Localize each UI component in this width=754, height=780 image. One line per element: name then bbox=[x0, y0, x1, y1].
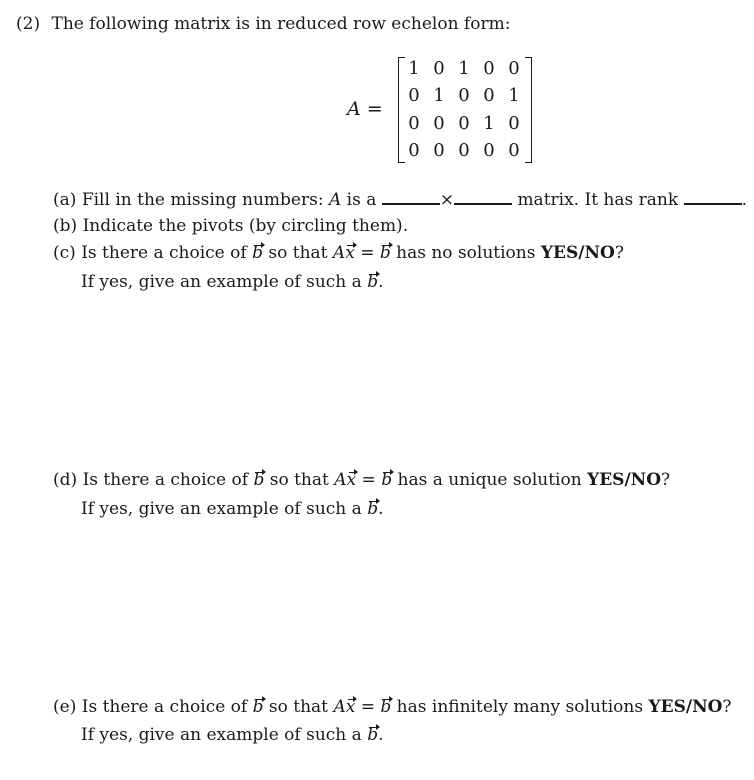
matrix-cell: 0 bbox=[508, 58, 520, 79]
vector-b: b bbox=[367, 499, 379, 519]
yes-no-choice[interactable]: YES/NO bbox=[587, 470, 662, 490]
ax-a: A bbox=[332, 243, 346, 263]
part-a-text1: Fill in the missing numbers: bbox=[81, 190, 324, 210]
rank-blank[interactable] bbox=[684, 189, 742, 205]
matrix-cell: 0 bbox=[408, 85, 420, 106]
matrix-cell: 0 bbox=[508, 140, 520, 161]
vector-b: b bbox=[379, 243, 391, 263]
vector-b: b bbox=[380, 697, 392, 717]
matrix-cell: 0 bbox=[458, 113, 470, 134]
vector-x: x bbox=[345, 243, 355, 263]
matrix-cell: 0 bbox=[433, 113, 445, 134]
matrix-bracket-left bbox=[398, 57, 405, 163]
matrix-cell: 1 bbox=[408, 58, 420, 79]
times-symbol: × bbox=[439, 190, 455, 210]
vector-b: b bbox=[252, 243, 263, 263]
part-c bbox=[53, 243, 624, 263]
part-d-label: (d) bbox=[53, 470, 78, 490]
part-d bbox=[53, 470, 670, 490]
matrix-cell: 0 bbox=[408, 113, 420, 134]
matrix-cell: 0 bbox=[408, 140, 420, 161]
matrix-cell: 0 bbox=[433, 58, 445, 79]
part-a-label: (a) bbox=[53, 190, 77, 210]
problem-number: (2) bbox=[16, 14, 41, 34]
part-d-sub-text: If yes, give an example of such a bbox=[81, 499, 362, 519]
matrix-cell: 0 bbox=[458, 140, 470, 161]
part-e-sub-text: If yes, give an example of such a bbox=[81, 725, 362, 745]
part-d-ax bbox=[334, 470, 356, 490]
part-b-text: Indicate the pivots (by circling them). bbox=[82, 216, 409, 236]
part-e-q3: has infinitely many solutions bbox=[396, 697, 644, 717]
part-d-eq: = bbox=[361, 470, 376, 490]
part-c-eq: = bbox=[360, 243, 375, 263]
part-d-q3: has a unique solution bbox=[397, 470, 582, 490]
part-d-q1: Is there a choice of bbox=[82, 470, 249, 490]
part-e-sub bbox=[81, 725, 384, 745]
part-c-qm: ? bbox=[614, 243, 624, 263]
part-a-end: . bbox=[741, 190, 747, 210]
part-d-q2: so that bbox=[269, 470, 329, 490]
matrix-cell: 0 bbox=[483, 58, 495, 79]
part-d-sub bbox=[81, 499, 384, 519]
yes-no-choice[interactable]: YES/NO bbox=[540, 243, 615, 263]
ax-a: A bbox=[333, 697, 346, 717]
yes-no-choice[interactable]: YES/NO bbox=[648, 697, 723, 717]
problem-intro: The following matrix is in reduced row echelon form: bbox=[51, 14, 511, 34]
matrix-cell: 0 bbox=[483, 85, 495, 106]
part-e bbox=[53, 697, 732, 717]
part-b-label: (b) bbox=[53, 216, 78, 236]
matrix-cell: 1 bbox=[433, 85, 445, 106]
matrix-bracket-right bbox=[525, 57, 532, 163]
matrix-cell: 0 bbox=[433, 140, 445, 161]
part-a-text2: is a bbox=[346, 190, 377, 210]
part-b bbox=[53, 216, 408, 236]
matrix bbox=[398, 57, 532, 163]
ax-a: A bbox=[334, 470, 347, 490]
matrix-cell: 1 bbox=[483, 113, 495, 134]
problem-header bbox=[16, 14, 510, 34]
part-c-ax bbox=[333, 243, 355, 263]
vector-b: b bbox=[252, 697, 264, 717]
part-c-q1: Is there a choice of bbox=[81, 243, 247, 263]
vector-b: b bbox=[367, 272, 379, 292]
vector-x: x bbox=[345, 697, 356, 717]
part-c-label: (c) bbox=[53, 243, 76, 263]
part-c-sub bbox=[81, 272, 384, 292]
rows-blank[interactable] bbox=[382, 189, 440, 205]
part-c-sub-text: If yes, give an example of such a bbox=[81, 272, 362, 292]
part-e-qm: ? bbox=[722, 697, 732, 717]
matrix-cell: 0 bbox=[458, 85, 470, 106]
part-c-sub-end: . bbox=[378, 272, 384, 292]
part-e-label: (e) bbox=[53, 697, 77, 717]
part-e-q1: Is there a choice of bbox=[81, 697, 248, 717]
vector-x: x bbox=[346, 470, 357, 490]
matrix-cell: 1 bbox=[458, 58, 470, 79]
vector-b: b bbox=[367, 725, 379, 745]
part-e-sub-end: . bbox=[378, 725, 384, 745]
part-a bbox=[53, 189, 747, 210]
part-e-eq: = bbox=[360, 697, 375, 717]
part-a-text3: matrix. It has rank bbox=[517, 190, 679, 210]
part-d-sub-end: . bbox=[378, 499, 384, 519]
part-c-q3: has no solutions bbox=[396, 243, 536, 263]
matrix-cell: 0 bbox=[483, 140, 495, 161]
part-e-q2: so that bbox=[268, 697, 329, 717]
vector-b: b bbox=[381, 470, 393, 490]
part-a-var: A bbox=[328, 190, 342, 210]
part-c-q2: so that bbox=[268, 243, 328, 263]
part-d-qm: ? bbox=[661, 470, 671, 490]
columns-blank[interactable] bbox=[454, 189, 512, 205]
matrix-label: A = bbox=[347, 98, 383, 120]
matrix-cell: 0 bbox=[508, 113, 520, 134]
matrix-cell: 1 bbox=[508, 85, 520, 106]
part-e-ax bbox=[333, 697, 355, 717]
vector-b: b bbox=[253, 470, 265, 490]
